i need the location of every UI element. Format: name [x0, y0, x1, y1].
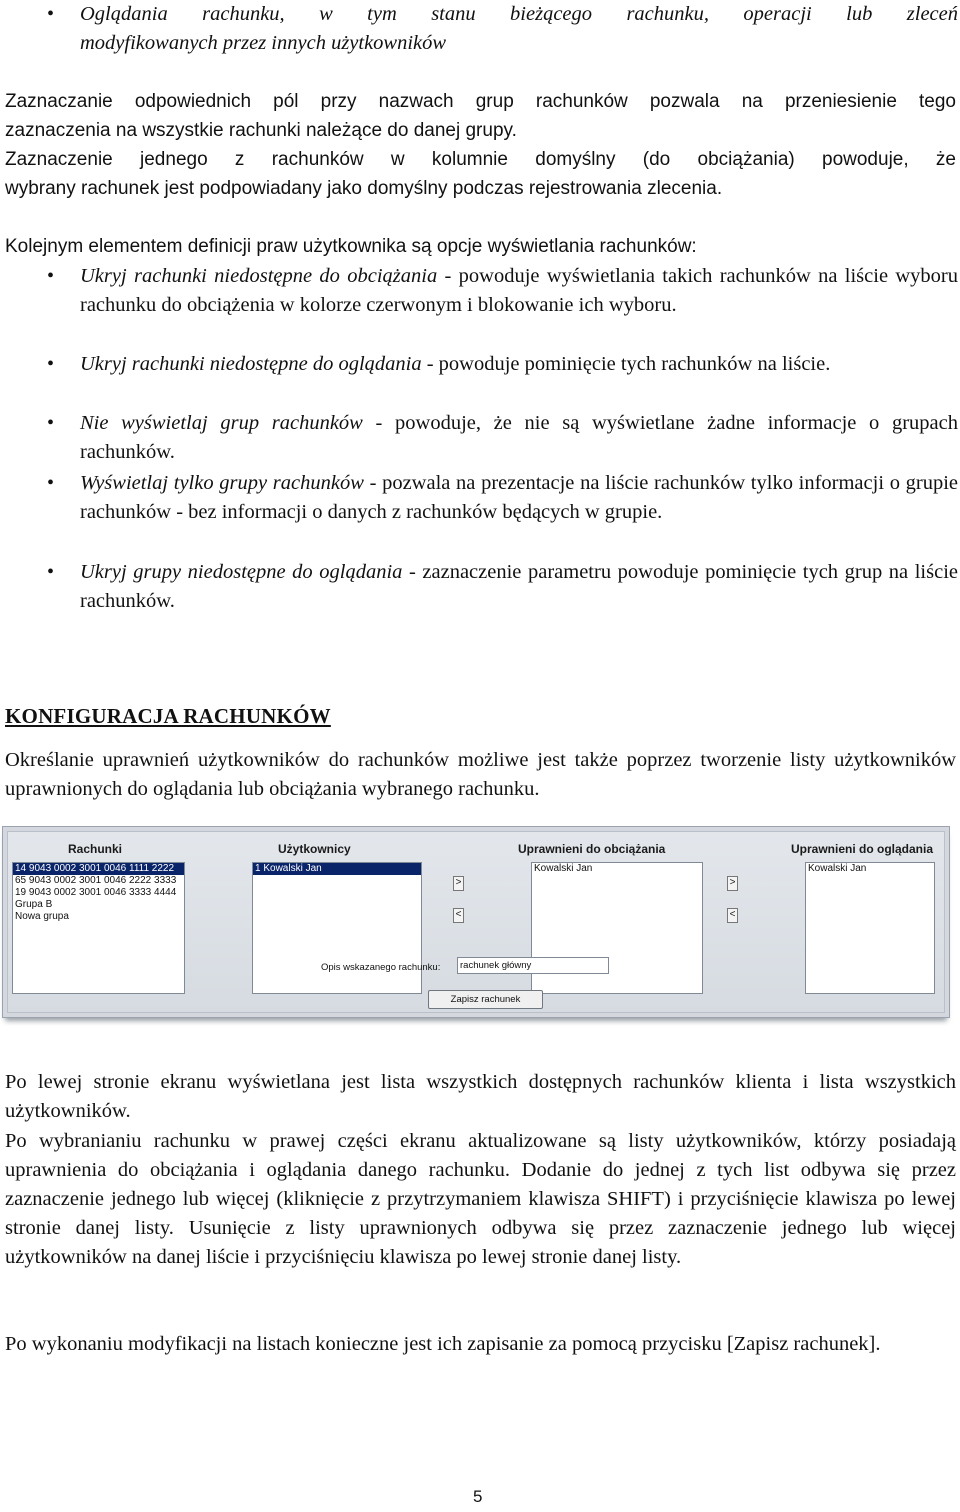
account-item[interactable]: Grupa B [15, 899, 53, 910]
bullet-marker: • [47, 3, 55, 25]
bullet-marker: • [47, 265, 55, 287]
option-item [80, 262, 958, 320]
top-bullet-line2: modyfikowanych przez innych użytkowników [80, 32, 447, 54]
option-item [80, 469, 958, 527]
panel-inner [7, 831, 945, 1013]
para-left-lists: Po lewej stronie ekranu wyświetlana jest lista wszystkich dostępnych rachunków klienta i lista wszystkich użytkowników. [5, 1071, 956, 1122]
para-groups-line1: Zaznaczanie odpowiednich pól przy nazwach grup rachunków pozwala na przeniesienie tego [5, 91, 956, 112]
option-term: Ukryj rachunki niedostępne do oglądania [80, 353, 422, 375]
add-debit-arrow-button[interactable]: > [453, 876, 464, 891]
section-heading: KONFIGURACJA RACHUNKÓW [5, 704, 331, 728]
para-selection: Po wybranianiu rachunku w prawej części ekranu aktualizowane są listy użytkowników, którzy posiadają uprawnienia do obciążania i oglądania danego rachunku. Dodanie do jednej z tych list odbywa się przez zaznaczenie jednego lub więcej (kliknięcie z przytrzymaniem klawisza SHIFT) i przyciśnięcie klawisza po lewej stronie danej listy. Usunięcie z listy uprawnionych odbywa się przez zaznaczenie jednego lub więcej użytkowników na danej liście i przyciśnięciu klawisza po lewej stronie danej listy. [5, 1130, 956, 1268]
option-term: Nie wyświetlaj grup rachunków [80, 412, 363, 434]
option-desc: - powoduje, że nie są wyświetlane żadne informacje o grupach rachunków. [80, 412, 958, 463]
option-desc: - powoduje pominięcie tych rachunków na liście. [421, 353, 831, 375]
option-item [80, 558, 958, 616]
account-item[interactable]: 14 9043 0002 3001 0046 1111 2222 [13, 863, 184, 875]
col-debit-header: Uprawnieni do obciążania [518, 842, 666, 856]
bullet-marker: • [47, 353, 55, 375]
remove-debit-arrow-button[interactable]: < [453, 908, 464, 923]
para-groups-line4: wybrany rachunek jest podpowiadany jako domyślny podczas rejestrowania zlecenia. [5, 178, 723, 199]
accounts-list[interactable] [12, 862, 185, 994]
option-item [80, 409, 958, 467]
col-view-header: Uprawnieni do oglądania [791, 842, 934, 856]
page-number: 5 [473, 1487, 483, 1506]
view-rights-list[interactable] [805, 862, 935, 994]
section-intro: Określanie uprawnień użytkowników do rachunków możliwe jest także poprzez tworzenie listy użytkowników uprawnionych do oglądania lub obciążania wybranego rachunku. [5, 749, 956, 800]
remove-view-arrow-button[interactable]: < [727, 908, 738, 923]
option-desc: - zaznaczenie parametru powoduje pominięcie tych grup na liście rachunków. [80, 561, 958, 612]
option-desc: - pozwala na prezentacje na liście rachunków tylko informacji o grupie rachunków - bez informacji o danych z rachunków będących w grupie. [80, 472, 958, 523]
add-view-arrow-button[interactable]: > [727, 876, 738, 891]
view-user-item[interactable]: Kowalski Jan [808, 863, 867, 874]
para-groups-line3: Zaznaczenie jednego z rachunków w kolumnie domyślny (do obciążania) powoduje, że [5, 149, 956, 170]
options-intro: Kolejnym elementem definicji praw użytkownika są opcje wyświetlania rachunków: [5, 236, 697, 257]
account-item[interactable]: Nowa grupa [15, 911, 69, 922]
option-term: Ukryj rachunki niedostępne do obciążania [80, 265, 438, 287]
account-item[interactable]: 19 9043 0002 3001 0046 3333 4444 [15, 887, 177, 898]
col-users-header: Użytkownicy [278, 842, 351, 856]
option-term: Ukryj grupy niedostępne do oglądania [80, 561, 403, 583]
col-accounts-header: Rachunki [68, 842, 123, 856]
account-config-screenshot [2, 826, 950, 1018]
bullet-marker: • [47, 412, 55, 434]
option-item [80, 350, 958, 379]
account-description-label: Opis wskazanego rachunku: [321, 962, 441, 973]
bullet-marker: • [47, 472, 55, 494]
user-item[interactable]: 1 Kowalski Jan [253, 863, 421, 875]
bullet-marker: • [47, 561, 55, 583]
top-bullet-line1: Oglądania rachunku, w tym stanu bieżącego rachunku, operacji lub zleceń [80, 3, 958, 25]
option-term: Wyświetlaj tylko grupy rachunków [80, 472, 364, 494]
debit-rights-list[interactable] [531, 862, 703, 994]
account-item[interactable]: 65 9043 0002 3001 0046 2222 3333 [15, 875, 177, 886]
debit-user-item[interactable]: Kowalski Jan [534, 863, 593, 874]
users-list[interactable] [252, 862, 422, 994]
option-desc: - powoduje wyświetlania takich rachunków na liście wyboru rachunku do obciążenia w kolorze czerwonym i blokowanie ich wyboru. [80, 265, 958, 316]
save-account-button[interactable]: Zapisz rachunek [428, 990, 543, 1009]
para-save: Po wykonaniu modyfikacji na listach konieczne jest ich zapisanie za pomocą przycisku [Zapisz rachunek]. [5, 1333, 881, 1355]
account-description-input[interactable]: rachunek główny [457, 957, 609, 974]
para-groups-line2: zaznaczenia na wszystkie rachunki należące do danej grupy. [5, 120, 517, 141]
